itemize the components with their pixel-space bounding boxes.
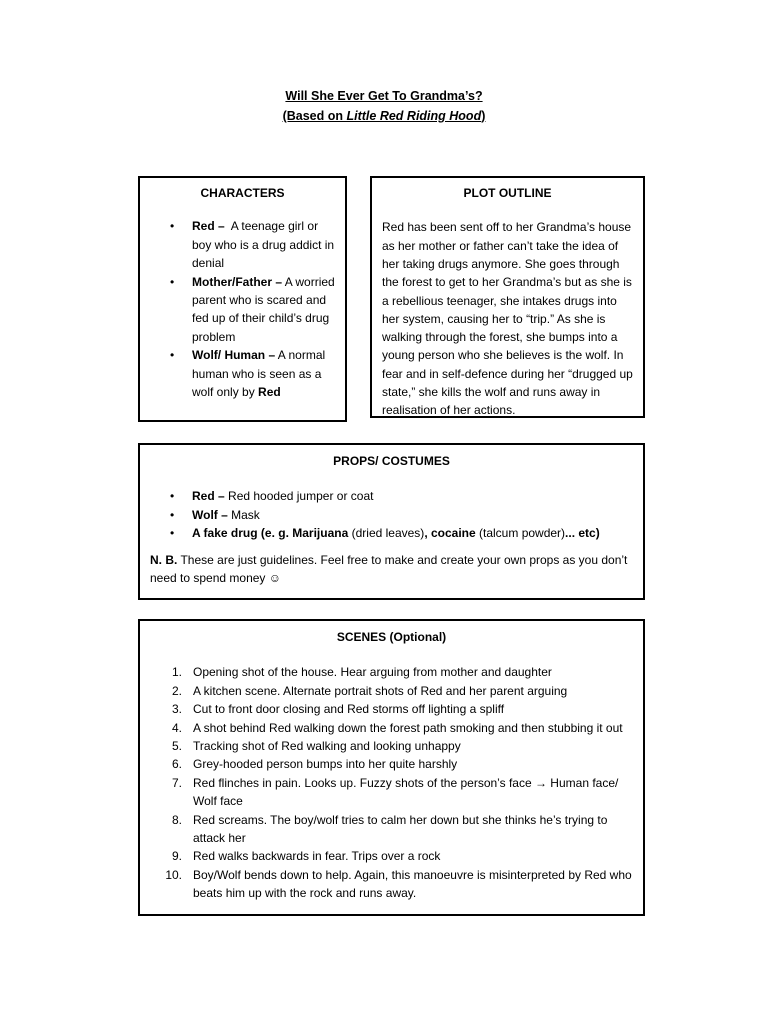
title-line-2: (Based on Little Red Riding Hood)	[282, 109, 486, 123]
list-item: 3. Cut to front door closing and Red storms off lighting a spliff	[171, 702, 505, 717]
list-item: 5. Tracking shot of Red walking and looking unhappy	[171, 739, 461, 754]
props-list	[140, 487, 643, 542]
list-item: 9. Red walks backwards in fear. Trips over a rock	[171, 849, 441, 864]
list-item: 7. Red flinches in pain. Looks up. Fuzzy shots of the person’s face → Human face/ Wolf face	[171, 775, 619, 809]
list-item: • Mother/Father – A worried parent who is scared and fed up of their child’s drug problem	[140, 273, 345, 347]
list-item: • Red – A teenage girl or boy who is a drug addict in denial	[140, 217, 345, 272]
list-item: 1. Opening shot of the house. Hear arguing from mother and daughter	[171, 665, 552, 680]
scenes-heading: SCENES (Optional)	[336, 630, 447, 644]
plot-text: Red has been sent off to her Grandma’s house as her mother or father can’t take the idea of her taking drugs anymore. She goes through the forest to get to her Grandma’s but as she is a rebellious teenager, she intakes drugs into her system, causing her to “trip.” As she is walking through the forest, she bumps into a young person who she believes is the wolf. In fear and in self-defence during her “drugged up state,” she kills the wolf and runs away in realisation of her actions.	[382, 220, 633, 418]
list-item: 10. Boy/Wolf bends down to help. Again, this manoeuvre is misinterpreted by Red who beats him up with the rock and runs away.	[165, 867, 632, 901]
list-item: • Red – Red hooded jumper or coat	[140, 487, 643, 505]
list-item: 8. Red screams. The boy/wolf tries to calm her down but she thinks he’s trying to attack her	[171, 812, 608, 846]
list-item: • A fake drug (e. g. Marijuana (dried leaves), cocaine (talcum powder)... etc)	[140, 524, 643, 542]
list-item: 4. A shot behind Red walking down the forest path smoking and then stubbing it out	[171, 720, 623, 735]
characters-list	[140, 217, 345, 401]
props-box	[138, 443, 645, 600]
list-item: • Wolf – Mask	[140, 506, 643, 524]
characters-heading: CHARACTERS	[200, 186, 285, 200]
list-item: 6. Grey-hooded person bumps into her quite harshly	[171, 757, 458, 772]
scenes-box	[138, 619, 645, 916]
document-title	[0, 86, 768, 126]
title-line-1: Will She Ever Get To Grandma’s?	[285, 89, 483, 103]
smiley-icon: ☺	[268, 571, 282, 586]
list-item: • Wolf/ Human – A normal human who is seen as a wolf only by Red	[140, 346, 345, 401]
props-heading: PROPS/ COSTUMES	[333, 454, 450, 468]
plot-heading: PLOT OUTLINE	[463, 186, 552, 200]
characters-box	[138, 176, 347, 422]
list-item: 2. A kitchen scene. Alternate portrait shots of Red and her parent arguing	[171, 683, 568, 698]
scenes-list	[140, 663, 643, 902]
plot-outline-box	[370, 176, 645, 418]
props-note: N. B. These are just guidelines. Feel free to make and create your own props as you don’t need to spend money ☺	[150, 552, 628, 586]
